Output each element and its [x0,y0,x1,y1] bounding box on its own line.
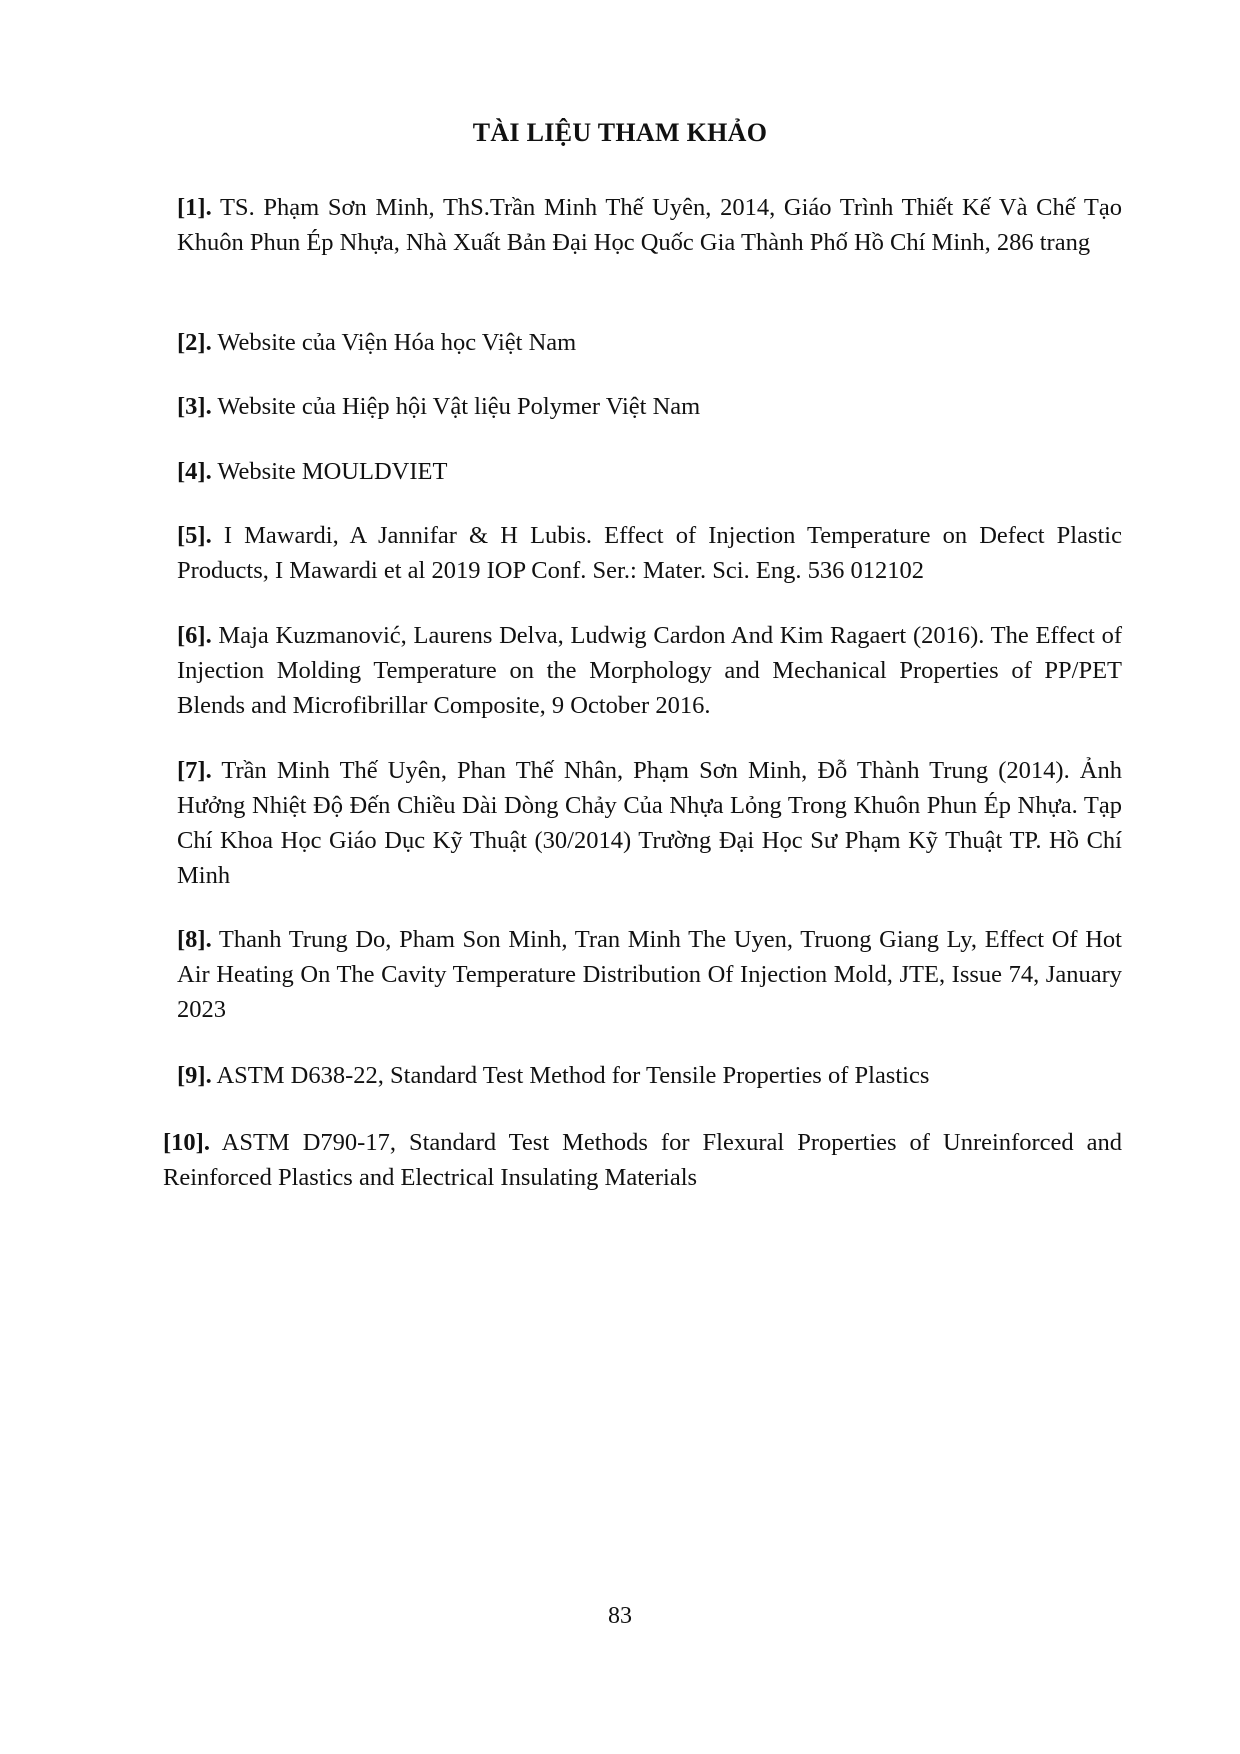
reference-text: TS. Phạm Sơn Minh, ThS.Trần Minh Thế Uyên, 2014, Giáo Trình Thiết Kế Và Chế Tạo Khuôn Phun Ép Nhựa, Nhà Xuất Bản Đại Học Quốc Gia Thành Phố Hồ Chí Minh, 286 trang [177,194,1122,256]
reference-text: Website của Viện Hóa học Việt Nam [211,329,577,356]
reference-7 [177,753,1122,893]
reference-10 [163,1125,1122,1195]
reference-number: [5]. [177,522,212,549]
page-title: TÀI LIỆU THAM KHẢO [472,118,768,147]
reference-number: [9]. [177,1062,212,1089]
reference-text: ASTM D790-17, Standard Test Methods for Flexural Properties of Unreinforced and Reinforced Plastics and Electrical Insulating Materials [163,1129,1122,1191]
page-number: 83 [608,1603,632,1629]
reference-2 [177,325,1122,360]
reference-number: [4]. [177,458,212,485]
reference-9 [177,1058,1122,1093]
reference-number: [10]. [163,1129,210,1156]
reference-3 [177,389,1122,424]
reference-8 [177,922,1122,1027]
reference-text: Thanh Trung Do, Pham Son Minh, Tran Minh The Uyen, Truong Giang Ly, Effect Of Hot Air Heating On The Cavity Temperature Distribution Of Injection Mold, JTE, Issue 74, January 2023 [177,926,1122,1023]
reference-text: I Mawardi, A Jannifar & H Lubis. Effect of Injection Temperature on Defect Plastic Products, I Mawardi et al 2019 IOP Conf. Ser.: Mater. Sci. Eng. 536 012102 [177,522,1122,584]
reference-text: Maja Kuzmanović, Laurens Delva, Ludwig Cardon And Kim Ragaert (2016). The Effect of Injection Molding Temperature on the Morphology and Mechanical Properties of PP/PET Blends and Microfibrillar Composite, 9 October 2016. [177,622,1122,719]
reference-text: ASTM D638-22, Standard Test Method for Tensile Properties of Plastics [211,1062,930,1089]
reference-text: Website của Hiệp hội Vật liệu Polymer Việt Nam [211,393,701,420]
reference-text: Website MOULDVIET [211,458,448,485]
reference-number: [2]. [177,329,212,356]
reference-5 [177,518,1122,588]
reference-number: [6]. [177,622,212,649]
reference-number: [1]. [177,194,212,221]
reference-4 [177,454,1122,489]
reference-number: [3]. [177,393,212,420]
reference-text: Trần Minh Thế Uyên, Phan Thế Nhân, Phạm Sơn Minh, Đỗ Thành Trung (2014). Ảnh Hưởng Nhiệt Độ Đến Chiều Dài Dòng Chảy Của Nhựa Lỏng Trong Khuôn Phun Ép Nhựa. Tạp Chí Khoa Học Giáo Dục Kỹ Thuật (30/2014) Trường Đại Học Sư Phạm Kỹ Thuật TP. Hồ Chí Minh [177,757,1122,889]
reference-6 [177,618,1122,723]
reference-1 [177,190,1122,260]
reference-number: [8]. [177,926,212,953]
reference-number: [7]. [177,757,212,784]
